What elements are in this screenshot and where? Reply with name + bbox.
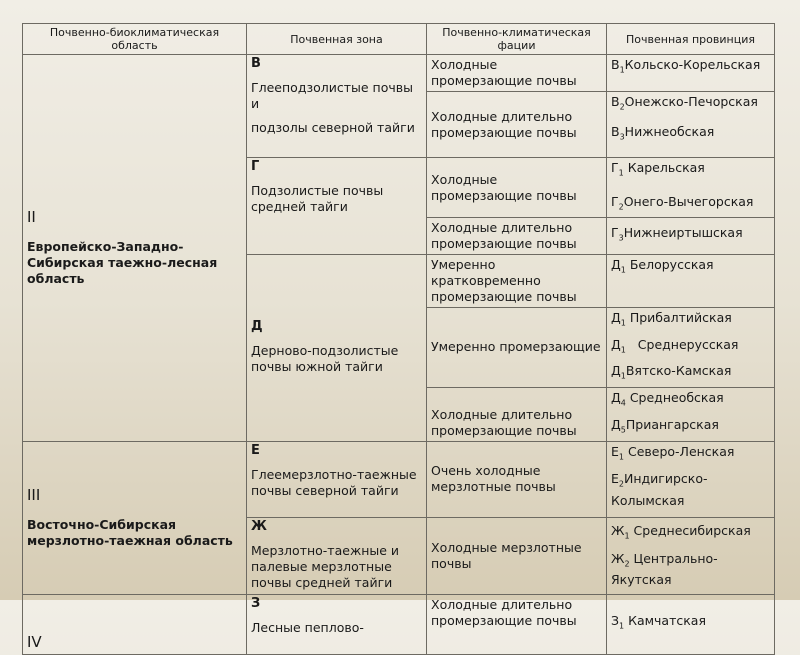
region-ii-number: II — [27, 207, 36, 226]
zone-v — [247, 55, 427, 158]
zone-z-text1: Лесные пеплово- — [251, 619, 364, 635]
facies-cell: Холодные промерзающие почвы — [427, 158, 607, 218]
province-cell — [607, 55, 775, 92]
province-item: $Е_1$ Северо-Ленская — [611, 443, 735, 461]
facies-cell: Холодные длительно промерзающие почвы — [427, 92, 607, 158]
province-item: $Д_1$ Белорусская — [611, 257, 714, 275]
facies-cell: Холодные длительно промерзающие почвы — [427, 594, 607, 654]
header-region: Почвенно-биоклиматическая область — [23, 24, 247, 55]
province-item: $Е_2Индигирско$-Колымская — [611, 471, 708, 508]
zone-v-text1: Глееподзолистые почвы и — [251, 80, 413, 111]
soil-classification-table — [22, 23, 775, 655]
zone-zh-letter: Ж — [251, 518, 267, 534]
header-facies: Почвенно-климатическая фации — [427, 24, 607, 55]
province-item: $В_1Кольско$-Корельская — [611, 57, 761, 75]
facies-cell: Холодные длительно промерзающие почвы — [427, 218, 607, 255]
region-ii-name: Европейско-Западно-Сибирская таежно-лесная область — [27, 238, 218, 286]
province-item: $Г_1$ Карельская — [611, 160, 705, 178]
facies-cell: Умеренно кратковременно промерзающие почвы — [427, 255, 607, 308]
zone-g-letter: Г — [251, 159, 260, 174]
province-item: $В_2Онежско$-Печорская — [611, 94, 758, 112]
province-item: $З_1$ Камчатская — [611, 612, 706, 630]
zone-d-text1: Дерново-подзолистые почвы южной тайги — [251, 343, 399, 375]
zone-d — [247, 255, 427, 442]
facies-cell: Умеренно промерзающие — [427, 308, 607, 388]
province-cell — [607, 92, 775, 158]
province-item: $Ж_2$ Центрально-Якутская — [611, 550, 718, 587]
region-iii-number: III — [27, 485, 41, 504]
zone-z-letter: З — [251, 595, 261, 611]
zone-e-letter: Е — [251, 442, 260, 458]
zone-g — [247, 158, 427, 255]
province-cell — [607, 594, 775, 654]
province-cell — [607, 218, 775, 255]
header-zone: Почвенная зона — [247, 24, 427, 55]
province-cell — [607, 517, 775, 594]
zone-e — [247, 441, 427, 517]
facies-cell: Холодные мерзлотные почвы — [427, 517, 607, 594]
province-item: $Ж_1$ Среднесибирская — [611, 523, 751, 541]
zone-d-letter: Д — [251, 319, 263, 335]
region-ii — [23, 55, 247, 442]
zone-g-text1: Подзолистые почвы средней тайги — [251, 183, 384, 214]
zone-v-text2: подзолы северной тайги — [251, 120, 415, 135]
province-item: $Г_2Онего$-Вычегорская — [611, 193, 754, 211]
region-iv-number: IV — [27, 632, 42, 651]
facies-cell: Холодные промерзающие почвы — [427, 55, 607, 92]
region-iii — [23, 441, 247, 594]
province-cell — [607, 255, 775, 308]
province-item: $Д_5Приангарская$ — [611, 417, 719, 435]
zone-zh-text1: Мерзлотно-таежные и палевые мерзлотные почвы средней тайги — [251, 542, 400, 590]
facies-cell: Холодные длительно промерзающие почвы — [427, 387, 607, 441]
province-item: $Д_1$ Прибалтийская — [611, 310, 732, 328]
province-cell — [607, 441, 775, 517]
zone-zh — [247, 517, 427, 594]
province-item: $Г_3Нижнеиртышская$ — [611, 225, 743, 243]
facies-cell: Очень холодные мерзлотные почвы — [427, 441, 607, 517]
header-province: Почвенная провинция — [607, 24, 775, 55]
region-iii-name: Восточно-Сибирская мерзлотно-таежная область — [27, 516, 233, 548]
province-item: $В_3Нижнеобская$ — [611, 123, 715, 141]
province-item: $Д_4$ Среднеобская — [611, 389, 724, 407]
region-iv — [23, 594, 247, 654]
zone-z — [247, 594, 427, 654]
province-cell — [607, 158, 775, 218]
zone-e-text1: Глеемерзлотно-таежные почвы северной тайги — [251, 466, 417, 498]
province-item: $Д_1Вятско$-Камская — [611, 363, 732, 381]
province-item: $Д_1$ Среднерусская — [611, 336, 739, 354]
zone-v-letter: В — [251, 56, 261, 71]
province-cell — [607, 387, 775, 441]
province-cell — [607, 308, 775, 388]
